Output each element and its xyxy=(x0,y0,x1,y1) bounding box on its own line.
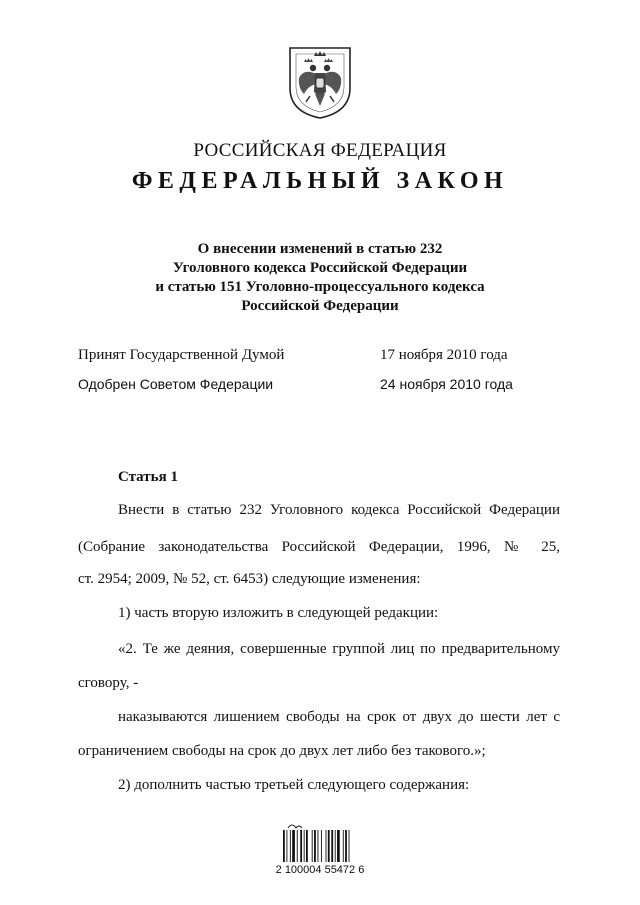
barcode-number: 2 100004 55472 6 xyxy=(275,864,365,876)
barcode-bar xyxy=(335,830,336,862)
adoption-date: 17 ноября 2010 года xyxy=(380,347,508,363)
barcode-bar xyxy=(321,830,322,862)
adoption-label: Одобрен Советом Федерации xyxy=(78,376,274,392)
adoption-label: Принят Государственной Думой xyxy=(78,347,285,363)
law-type: ФЕДЕРАЛЬНЫЙ ЗАКОН xyxy=(131,168,509,194)
law-title xyxy=(0,240,640,316)
barcode-bar xyxy=(290,830,291,862)
body-line: 2) дополнить частью третьей следующего содержания: xyxy=(118,777,470,793)
law-title-line: Российской Федерации xyxy=(241,298,399,314)
body-line: сговору, - xyxy=(78,675,139,691)
barcode-bar xyxy=(314,830,316,862)
body-line: наказываются лишением свободы на срок от двух до шести лет с xyxy=(118,709,560,725)
barcode-bar xyxy=(300,830,302,862)
law-title-line: Уголовного кодекса Российской Федерации xyxy=(172,260,468,276)
barcode-bar xyxy=(306,830,308,862)
barcode-bar xyxy=(297,830,298,862)
country-name: РОССИЙСКАЯ ФЕДЕРАЦИЯ xyxy=(193,140,447,161)
adoption-date: 24 ноября 2010 года xyxy=(380,376,513,392)
barcode-bar xyxy=(328,830,330,862)
barcode-bar xyxy=(331,830,333,862)
barcode-bar xyxy=(343,830,344,862)
body-line: ограничением свободы на срок до двух лет либо без такового.»; xyxy=(78,743,486,759)
coat-of-arms-icon xyxy=(286,42,354,120)
body-line: Внести в статью 232 Уголовного кодекса Российской Федерации xyxy=(118,502,560,518)
article-heading: Статья 1 xyxy=(118,469,178,485)
body-line: ст. 2954; 2009, № 52, ст. 6453) следующие изменения: xyxy=(78,571,421,587)
barcode-bar xyxy=(304,830,305,862)
body-line: 1) часть вторую изложить в следующей редакции: xyxy=(118,605,439,621)
barcode-bar xyxy=(349,830,350,862)
barcode-bar xyxy=(283,830,285,862)
barcode-bar xyxy=(286,830,287,862)
barcode-bar xyxy=(292,830,295,862)
barcode-bar xyxy=(318,830,319,862)
barcode-bar xyxy=(337,830,340,862)
barcode-bar xyxy=(326,830,327,862)
law-title-line: и статью 151 Уголовно-процессуального кодекса xyxy=(155,279,485,295)
barcode-bar xyxy=(312,830,313,862)
body-line: «2. Те же деяния, совершенные группой лиц по предварительному xyxy=(118,641,560,657)
barcode-bar xyxy=(345,830,347,862)
law-title-line: О внесении изменений в статью 232 xyxy=(197,241,443,257)
barcode-mark xyxy=(288,825,302,828)
body-line: (Собрание законодательства Российской Федерации, 1996, № 25, xyxy=(78,539,560,555)
